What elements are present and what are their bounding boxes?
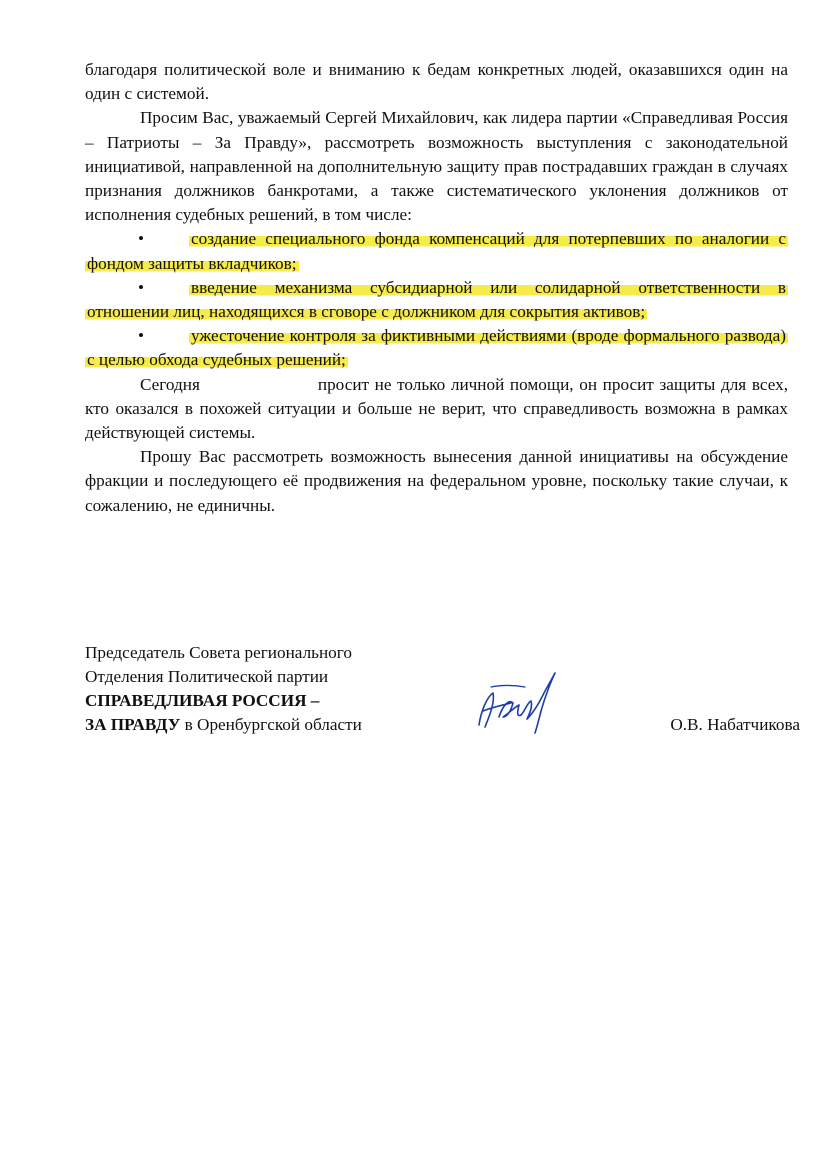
paragraph-continuation: благодаря политической воле и вниманию к бедам конкретных людей, оказавшихся один на один с системой. (85, 60, 788, 104)
party-name-bold: ЗА ПРАВДУ (85, 715, 181, 734)
handwritten-signature-icon (473, 667, 563, 737)
letter-body (85, 58, 788, 518)
highlighted-text: создание специального фонда компенсаций для потерпевших по аналогии с фондом защиты вкладчиков; (87, 229, 786, 273)
today-start: Сегодня (140, 374, 200, 394)
signatory-title-line1: Председатель Совета регионального (85, 643, 352, 662)
party-name-line1: СПРАВЕДЛИВАЯ РОССИЯ – (85, 691, 320, 710)
paragraph-closing: Прошу Вас рассмотреть возможность вынесения данной инициативы на обсуждение фракции и последующего её продвижения на федеральном уровне, поскольку такие случаи, к сожалению, не единичны. (85, 447, 788, 515)
signature-block (85, 641, 800, 737)
party-region: в Оренбургской области (180, 715, 362, 734)
bullet-icon: • (138, 229, 145, 249)
bullet-icon: • (138, 277, 145, 297)
bullet-item-fictitious-actions (85, 324, 788, 372)
highlighted-text: введение механизма субсидиарной или солидарной ответственности в отношении лиц, находящихся в сговоре с должником для сокрытия активов; (87, 277, 786, 322)
bullet-item-compensation-fund (85, 227, 788, 275)
highlighted-text: ужесточение контроля за фиктивными действиями (вроде формального развода) с целью обхода судебных решений; (87, 326, 786, 370)
bullet-icon: • (138, 326, 145, 346)
today-rest: просит не только личной помощи, он просит защиты для всех, кто оказался в похожей ситуации и больше не верит, что справедливость возможна в рамках действующей системы. (85, 374, 788, 443)
paragraph-today (85, 373, 788, 446)
signatory-title-line2: Отделения Политической партии (85, 667, 329, 686)
paragraph-request: Просим Вас, уважаемый Сергей Михайлович, как лидера партии «Справедливая Россия – Патриоты – За Правду», рассмотреть возможность выступления с законодательной инициативой, направленной на дополнительную защиту прав пострадавших граждан в случаях признания должников банкротами, а также систематического уклонения должников от исполнения судебных решений, в том числе: (85, 108, 788, 225)
bullet-item-subsidiary-liability (85, 276, 788, 324)
signatory-name: О.В. Набатчикова (670, 715, 800, 734)
